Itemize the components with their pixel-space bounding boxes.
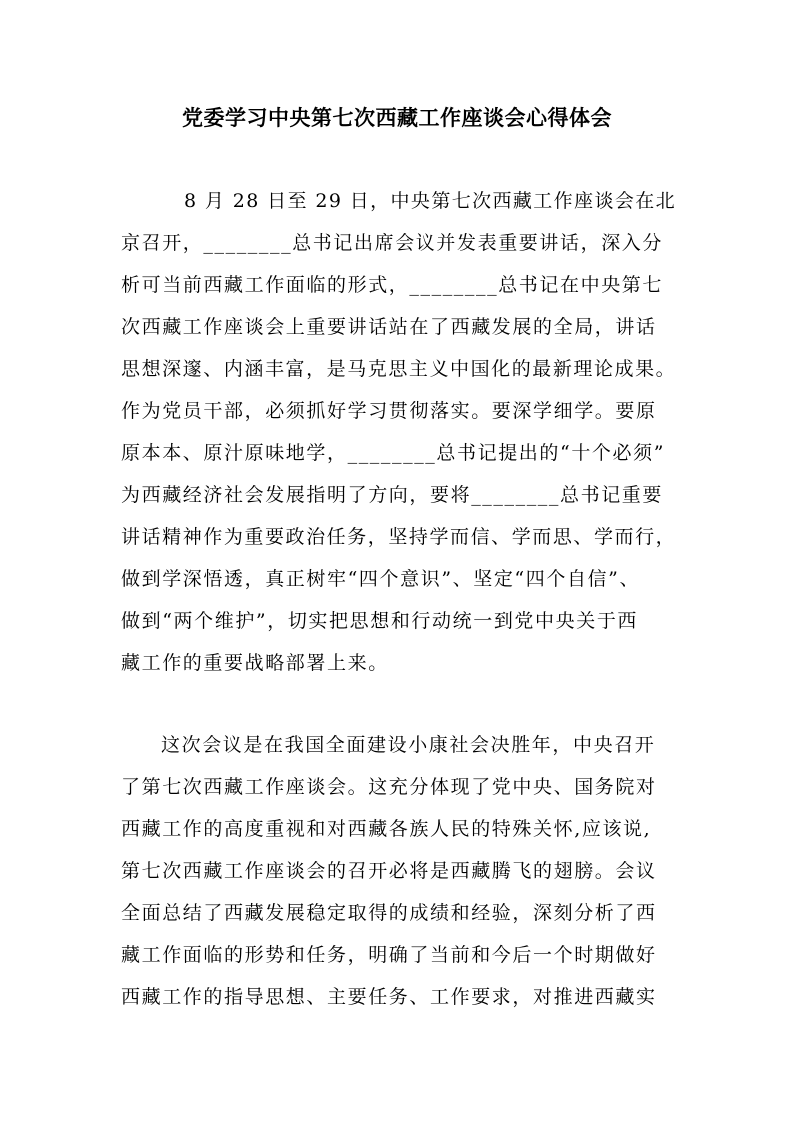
paragraph-2-line-1: 这次会议是在我国全面建设小康社会决胜年，中央召开 [161,734,656,756]
paragraph-2-line-2: 了第七次西藏工作座谈会。这充分体现了党中央、国务院对 [121,776,657,798]
paragraph-1-line-12: 藏工作的重要战略部署上来。 [121,652,389,674]
paragraph-2-line-7: 西藏工作的指导思想、主要任务、工作要求，对推进西藏实 [121,986,657,1008]
paragraph-1-line-6: 作为党员干部，必须抓好学习贯彻落实。要深学细学。要原 [121,400,657,422]
paragraph-2-line-3: 西藏工作的高度重视和对西藏各族人民的特殊关怀,应该说, [121,818,652,840]
paragraph-1-line-8: 为西藏经济社会发展指明了方向，要将________总书记重要 [121,484,664,506]
paragraph-2-line-4: 第七次西藏工作座谈会的召开必将是西藏腾飞的翅膀。会议 [121,860,657,882]
paragraph-1-line-7: 原本本、原汁原味地学，________总书记提出的“十个必须” [121,442,666,464]
paragraph-1-line-1: 8 月 28 日至 29 日，中央第七次西藏工作座谈会在北 [184,190,677,212]
paragraph-1-line-3: 析可当前西藏工作面临的形式，________总书记在中央第七 [121,274,664,296]
paragraph-1-line-9: 讲话精神作为重要政治任务，坚持学而信、学而思、学而行， [121,526,677,548]
paragraph-1-line-5: 思想深邃、内涵丰富，是马克思主义中国化的最新理论成果。 [121,358,677,380]
paragraph-2-line-6: 藏工作面临的形势和任务，明确了当前和今后一个时期做好 [121,944,657,966]
document-title: 党委学习中央第七次西藏工作座谈会心得体会 [182,105,612,130]
paragraph-1-line-10: 做到学深悟透，真正树牢“四个意识”、坚定“四个自信”、 [121,568,641,590]
paragraph-1-line-4: 次西藏工作座谈会上重要讲话站在了西藏发展的全局，讲话 [121,316,657,338]
paragraph-1-line-11: 做到“两个维护”，切实把思想和行动统一到党中央关于西 [121,610,639,632]
paragraph-1-line-2: 京召开，________总书记出席会议并发表重要讲话，深入分 [121,232,664,254]
paragraph-2-line-5: 全面总结了西藏发展稳定取得的成绩和经验，深刻分析了西 [121,902,657,924]
